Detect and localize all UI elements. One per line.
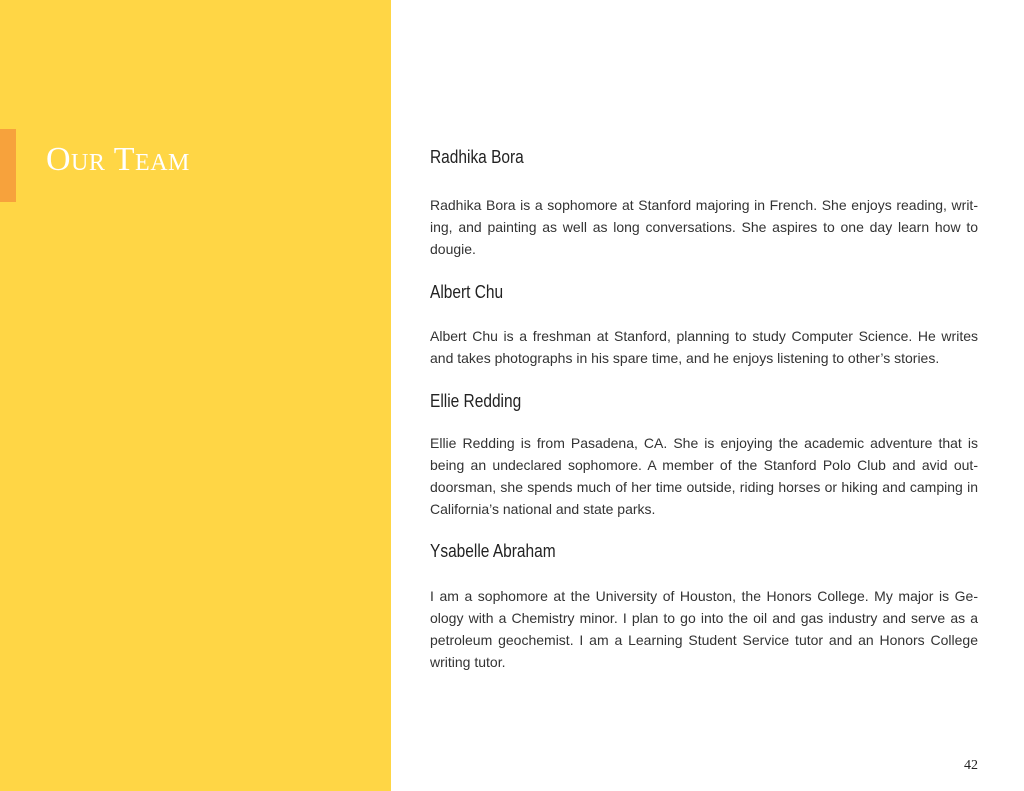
member-name: Radhika Bora <box>430 147 524 167</box>
team-list <box>430 145 978 673</box>
team-member <box>430 280 978 369</box>
member-name: Ellie Redding <box>430 391 522 411</box>
member-bio: Radhika Bora is a sophomore at Stanford majoring in French. She enjoys reading, writing, and painting as well as long conversations. She aspires to one day learn how to dougie. <box>430 197 978 257</box>
member-bio: Albert Chu is a freshman at Stanford, planning to study Computer Science. He writes and takes photographs in his spare time, and he enjoys listening to other’s stories. <box>430 328 978 366</box>
member-bio: I am a sophomore at the University of Houston, the Honors College. My major is Geology with a Chemistry minor. I plan to go into the oil and gas industry and serve as a petroleum geochemist. I am a Learning Student Service tutor and an Honors College writing tutor. <box>430 588 978 670</box>
member-name: Ysabelle Abraham <box>430 541 556 561</box>
sidebar-panel <box>0 0 391 791</box>
team-member <box>430 539 978 673</box>
member-name: Albert Chu <box>430 282 504 302</box>
team-member <box>430 145 978 260</box>
accent-bar <box>0 129 16 202</box>
page-number: 42 <box>964 758 978 773</box>
section-title: Our Team <box>46 141 190 178</box>
member-bio: Ellie Redding is from Pasadena, CA. She is enjoying the academic adventure that is being an undeclared sophomore. A member of the Stanford Polo Club and avid outdoorsman, she spends much of her time outside, riding horses or hiking and camping in California’s national and state parks. <box>430 435 978 517</box>
team-member <box>430 389 978 520</box>
